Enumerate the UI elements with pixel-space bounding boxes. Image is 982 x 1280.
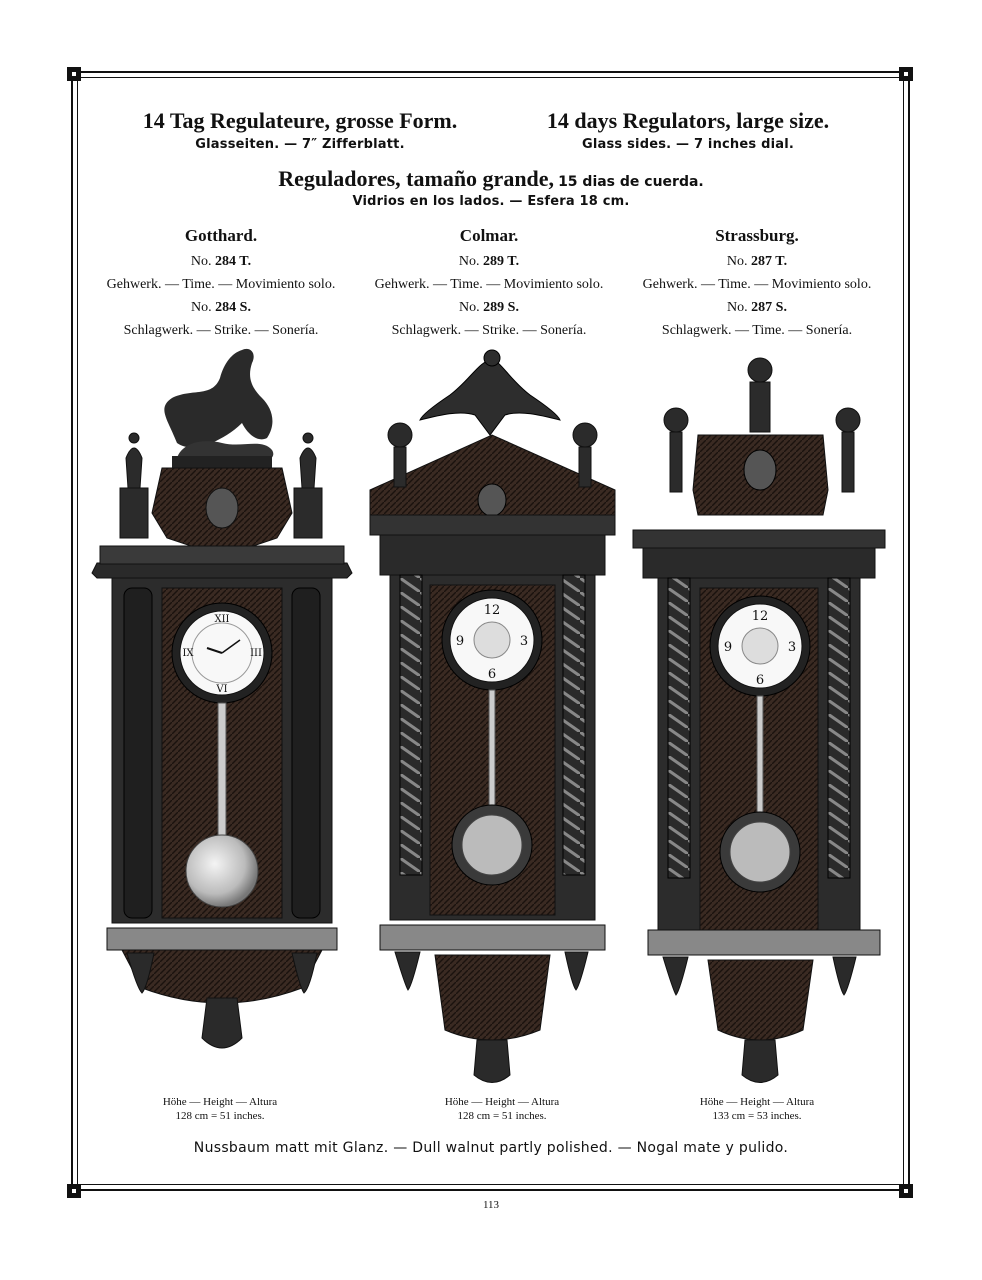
corner-ornament-tr [899,67,913,81]
corner-ornament-tl [67,67,81,81]
movement-time: Gehwerk. — Time. — Movimiento solo. [106,277,336,292]
title-spanish [0,166,982,192]
border-left-outer [71,75,73,1187]
border-top-outer [75,71,905,73]
border-right-inner [903,75,904,1187]
clock-info-strassburg [622,226,892,342]
material-note: Nussbaum matt mit Glanz. — Dull walnut partly polished. — Nogal mate y pulido. [193,1140,789,1156]
title-english: 14 days Regulators, large size. [546,108,830,133]
subtitle-spanish: Vidrios en los lados. — Esfera 18 cm. [352,194,630,209]
border-right-outer [908,75,910,1187]
svg-text:12: 12 [483,603,501,618]
clock-info-gotthard [86,226,356,342]
model-number-strike: No. 287 S. [727,300,787,315]
svg-text:9: 9 [455,634,465,649]
height-value: 128 cm = 51 inches. [457,1110,547,1122]
subtitle-german: Glasseiten. — 7″ Zifferblatt. [195,137,405,152]
svg-text:6: 6 [755,673,765,688]
svg-text:6: 6 [487,667,497,682]
height-caption-colmar [392,1095,612,1123]
clock-illustration-colmar [360,340,625,1090]
page-number: 113 [482,1199,500,1211]
movement-time: Gehwerk. — Time. — Movimiento solo. [642,277,872,292]
height-label: Höhe — Height — Altura [444,1096,560,1108]
movement-strike: Schlagwerk. — Time. — Sonería. [661,323,853,338]
clock-illustration-strassburg [628,350,890,1100]
height-label: Höhe — Height — Altura [162,1096,278,1108]
model-number-strike: No. 284 S. [191,300,251,315]
svg-text:VI: VI [216,684,228,695]
height-label: Höhe — Height — Altura [699,1096,815,1108]
clock-name: Gotthard. [184,226,258,245]
clock-name: Colmar. [459,226,519,245]
height-caption-strassburg [647,1095,867,1123]
svg-text:IX: IX [182,648,194,659]
height-value: 133 cm = 53 inches. [712,1110,802,1122]
border-left-inner [77,75,78,1187]
svg-text:12: 12 [751,609,769,624]
svg-text:3: 3 [787,640,797,655]
model-number-strike: No. 289 S. [459,300,519,315]
subtitle-english: Glass sides. — 7 inches dial. [582,137,794,152]
model-number-time: No. 287 T. [726,254,788,269]
model-number-time: No. 284 T. [190,254,252,269]
height-value: 128 cm = 51 inches. [175,1110,265,1122]
model-number-time: No. 289 T. [458,254,520,269]
border-bottom-inner [75,1184,905,1185]
svg-text:III: III [250,648,262,659]
svg-text:XII: XII [214,614,230,625]
svg-text:3: 3 [519,634,529,649]
movement-strike: Schlagwerk. — Strike. — Sonería. [391,323,587,338]
movement-time: Gehwerk. — Time. — Movimiento solo. [374,277,604,292]
border-bottom-outer [75,1189,905,1191]
clock-name: Strassburg. [715,226,799,245]
movement-strike: Schlagwerk. — Strike. — Sonería. [123,323,319,338]
title-spanish-small: 15 dias de cuerda. [558,174,704,190]
clock-illustration-gotthard [82,338,362,1088]
clock-info-colmar [354,226,624,342]
height-caption-gotthard [110,1095,330,1123]
corner-ornament-br [899,1184,913,1198]
corner-ornament-bl [67,1184,81,1198]
border-top-inner [75,77,905,78]
eagle-ornament [420,350,560,435]
svg-text:9: 9 [723,640,733,655]
title-spanish-main: Reguladores, tamaño grande, [278,166,555,191]
horse-ornament [164,349,273,463]
title-german: 14 Tag Regulateure, grosse Form. [142,108,458,133]
